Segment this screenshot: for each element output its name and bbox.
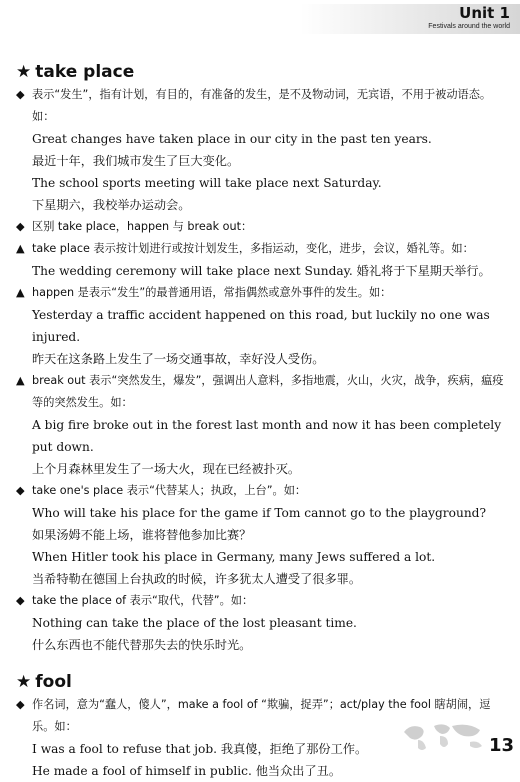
example-translation: 最近十年，我们城市发生了巨大变化。 xyxy=(32,154,240,168)
section-gap xyxy=(16,656,510,666)
example-sentence: The wedding ceremony will take place next Sunday. 婚礼将于下星期天举行。 xyxy=(32,264,491,278)
usage-text: happen 是表示“发生”的最普通用语，常指偶然或意外事件的发生。如： xyxy=(32,286,392,299)
section-heading-take-place xyxy=(16,62,510,82)
world-map-icon xyxy=(398,718,488,754)
triangle-icon: ▲ xyxy=(16,374,25,387)
example-translation: 当希特勒在德国上台执政的时候，许多犹太人遭受了很多罪。 xyxy=(32,572,362,586)
usage-text: take place 表示按计划进行或按计划发生，多指运动，变化，进步，会议，婚礼等。如： xyxy=(32,242,474,255)
usage-paragraph xyxy=(16,238,510,260)
triangle-icon: ▲ xyxy=(16,242,25,255)
example-sentence: The school sports meeting will take place next Saturday. xyxy=(32,176,382,190)
example-sentence: Yesterday a traffic accident happened on this road, but luckily no one was injured. xyxy=(32,308,490,344)
star-icon: ★ xyxy=(16,62,32,82)
example-translation: 什么东西也不能代替那失去的快乐时光。 xyxy=(32,638,252,652)
usage-text: break out 表示“突然发生，爆发”，强调出人意料，多指地震，火山，火灾，战争，疾病，瘟疫等的突然发生。如： xyxy=(32,374,504,409)
phrase-text: take the place of 表示“取代，代替”。如： xyxy=(32,594,254,607)
phrase-paragraph xyxy=(16,590,510,612)
page-footer xyxy=(390,714,520,762)
example-sentence: When Hitler took his place in Germany, many Jews suffered a lot. xyxy=(32,550,436,564)
unit-title: Unit 1 xyxy=(459,4,510,22)
usage-paragraph xyxy=(16,282,510,304)
example-translation: 上个月森林里发生了一场大火，现在已经被扑灭。 xyxy=(32,462,301,476)
distinction-paragraph xyxy=(16,216,510,238)
diamond-icon: ◆ xyxy=(16,698,25,711)
example-translation: 下星期六，我校举办运动会。 xyxy=(32,198,191,212)
example-sentence: Who will take his place for the game if Tom cannot go to the playground? xyxy=(32,506,487,520)
heading-text: take place xyxy=(35,62,135,82)
definition-text: 表示“发生”，指有计划，有目的，有准备的发生，是不及物动词，无宾语，不用于被动语态。如： xyxy=(32,88,492,123)
unit-subtitle: Festivals around the world xyxy=(428,23,510,30)
phrase-paragraph xyxy=(16,480,510,502)
example-sentence: He made a fool of himself in public. 他当众出了丑。 xyxy=(32,764,342,778)
diamond-icon: ◆ xyxy=(16,594,25,607)
definition-paragraph xyxy=(16,84,510,128)
definition-text: 作名词，意为“蠢人，傻人”，make a fool of “欺骗，捉弄”；act/play the fool 瞎胡闹，逗乐。如： xyxy=(32,698,491,733)
diamond-icon: ◆ xyxy=(16,220,25,233)
diamond-icon: ◆ xyxy=(16,88,25,101)
triangle-icon: ▲ xyxy=(16,286,25,299)
distinction-text: 区别 take place，happen 与 break out： xyxy=(32,220,253,233)
example-sentence: A big fire broke out in the forest last month and now it has been completely put down. xyxy=(32,418,502,454)
example-sentence: Nothing can take the place of the lost pleasant time. xyxy=(32,616,357,630)
page-content xyxy=(16,56,510,782)
section-heading-fool xyxy=(16,672,510,692)
star-icon: ★ xyxy=(16,672,32,692)
example-translation: 昨天在这条路上发生了一场交通事故，幸好没人受伤。 xyxy=(32,352,325,366)
example-sentence: I was a fool to refuse that job. 我真傻，拒绝了那份工作。 xyxy=(32,742,368,756)
diamond-icon: ◆ xyxy=(16,484,25,497)
page-number: 13 xyxy=(488,735,514,756)
page-header xyxy=(0,0,520,44)
heading-text: fool xyxy=(35,672,72,692)
example-translation: 如果汤姆不能上场，谁将替他参加比赛？ xyxy=(32,528,252,542)
example-sentence: Great changes have taken place in our city in the past ten years. xyxy=(32,132,432,146)
phrase-text: take one's place 表示“代替某人；执政，上台”。如： xyxy=(32,484,307,497)
usage-paragraph xyxy=(16,370,510,414)
